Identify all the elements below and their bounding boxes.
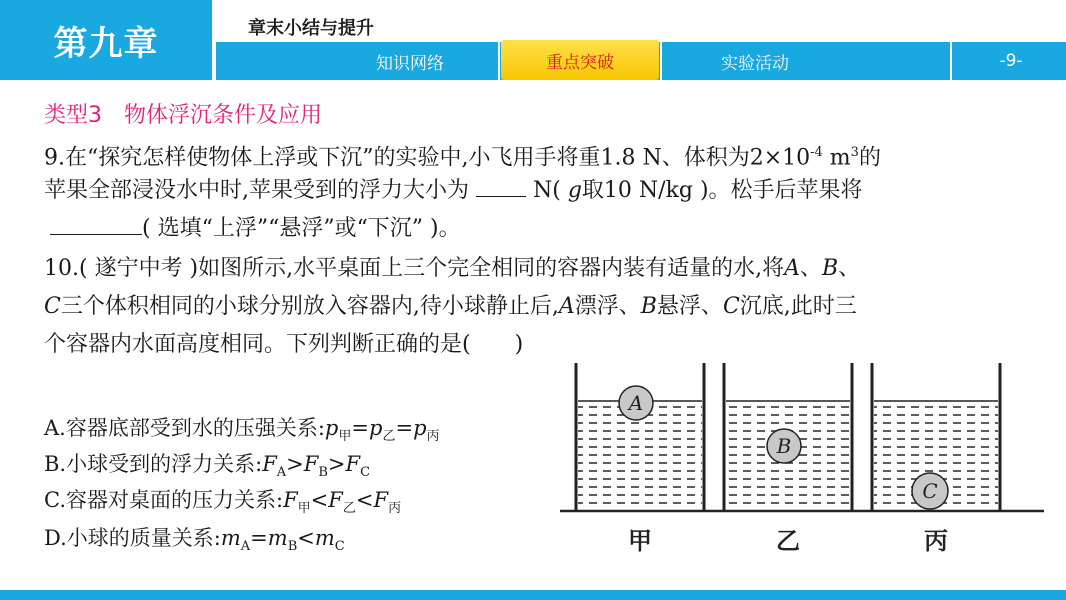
symbol-F: F (373, 488, 389, 512)
subscript: 甲 (297, 501, 311, 517)
answer-blank[interactable] (476, 196, 526, 197)
container-bing (872, 363, 1000, 511)
containers-figure (560, 363, 1044, 563)
subscript: A (276, 465, 287, 481)
option-text: B.小球受到的浮力关系: (44, 452, 263, 476)
ball-label: A (628, 391, 644, 415)
option-a[interactable] (44, 412, 440, 444)
q10-line-2 (44, 292, 857, 322)
ball-label: B (776, 434, 792, 458)
operator: = (395, 416, 414, 440)
q9-line-1 (44, 138, 881, 173)
symbol-m: m (220, 526, 241, 550)
symbol-p: p (413, 416, 427, 440)
tab-divider (950, 42, 952, 80)
option-c[interactable] (44, 484, 401, 516)
option-d[interactable] (44, 522, 345, 554)
q10-text: 悬浮、 (656, 294, 723, 319)
container-jia (576, 363, 704, 511)
q10-text: 三个体积相同的小球分别放入容器内,待小球静止后, (60, 294, 559, 319)
symbol-B: B (822, 256, 839, 281)
symbol-A: A (784, 256, 801, 281)
subscript: C (360, 465, 371, 481)
operator: > (327, 452, 346, 476)
q10-line-1 (44, 254, 860, 284)
symbol-F: F (328, 488, 343, 512)
type-heading: 类型3 物体浮沉条件及应用 (44, 103, 322, 128)
operator: < (310, 488, 329, 512)
q9-text: N( (526, 178, 568, 203)
section-title: 章末小结与提升 (248, 18, 374, 39)
q10-text: 沉底,此时三 (739, 294, 857, 319)
exponent: -4 (810, 145, 823, 160)
subscript: 丙 (426, 429, 440, 445)
symbol-F: F (283, 488, 298, 512)
subscript: A (240, 539, 251, 555)
operator: = (250, 526, 268, 550)
container-yi (724, 363, 852, 511)
symbol-m: m (267, 526, 288, 550)
q10-text: 10.( 遂宁中考 )如图所示,水平桌面上三个完全相同的容器内装有适量的水,将 (44, 256, 785, 281)
symbol-F: F (262, 452, 277, 476)
operator: < (297, 526, 315, 550)
symbol-p: p (369, 416, 383, 440)
subscript: C (334, 539, 345, 555)
q10-text: 、 (800, 256, 823, 281)
option-text: D.小球的质量关系: (44, 526, 221, 550)
q9-text: 苹果全部浸没水中时,苹果受到的浮力大小为 (44, 178, 476, 203)
tab-divider (498, 42, 500, 80)
q9-text: ( 选填“上浮”“悬浮”或“下沉” )。 (142, 216, 461, 241)
symbol-F: F (345, 452, 361, 476)
exponent: 3 (850, 145, 859, 160)
symbol-B: B (640, 294, 657, 319)
chapter-label: 第九章 (0, 0, 212, 80)
subscript: B (287, 539, 298, 555)
option-text: C.容器对桌面的压力关系: (44, 488, 284, 512)
symbol-g: g (567, 178, 582, 203)
q9-line-3 (50, 214, 461, 244)
answer-blank[interactable] (50, 234, 142, 235)
tab-key-breakthrough[interactable]: 重点突破 (501, 40, 659, 80)
q10-text: 、 (838, 256, 861, 281)
container-label: 乙 (776, 527, 800, 555)
operator: > (286, 452, 304, 476)
symbol-C: C (722, 294, 740, 319)
symbol-C: C (44, 294, 61, 319)
operator: = (351, 416, 369, 440)
symbol-A: A (558, 294, 575, 319)
q9-text: 的 (858, 145, 881, 171)
symbol-p: p (324, 416, 339, 440)
subscript: 乙 (342, 501, 356, 517)
container-label: 甲 (628, 527, 652, 555)
option-text: A.容器底部受到水的压强关系: (44, 416, 325, 440)
q9-line-2 (44, 176, 863, 206)
subscript: 甲 (338, 429, 352, 445)
tab-experiment-activity[interactable]: 实验活动 (721, 53, 789, 74)
symbol-F: F (303, 452, 319, 476)
subscript: 乙 (382, 429, 396, 445)
symbol-m: m (314, 526, 335, 550)
subscript: 丙 (388, 501, 402, 517)
ball-label: C (922, 479, 938, 503)
q10-text: 漂浮、 (574, 294, 641, 319)
q10-line-3: 个容器内水面高度相同。下列判断正确的是( ) (44, 332, 524, 357)
page-number: -9- (999, 51, 1023, 71)
subscript: B (318, 465, 328, 481)
tab-knowledge-network[interactable]: 知识网络 (376, 53, 444, 74)
operator: < (355, 488, 374, 512)
option-b[interactable] (44, 448, 370, 480)
q9-text: 9.在“探究怎样使物体上浮或下沉”的实验中,小飞用手将重1.8 N、体积为2×10 (44, 145, 811, 171)
container-label: 丙 (924, 527, 948, 555)
q9-text: 取10 N/kg )。松手后苹果将 (581, 178, 863, 203)
q9-text: m (822, 145, 851, 171)
bottom-bar (0, 590, 1066, 600)
header (0, 0, 1066, 80)
